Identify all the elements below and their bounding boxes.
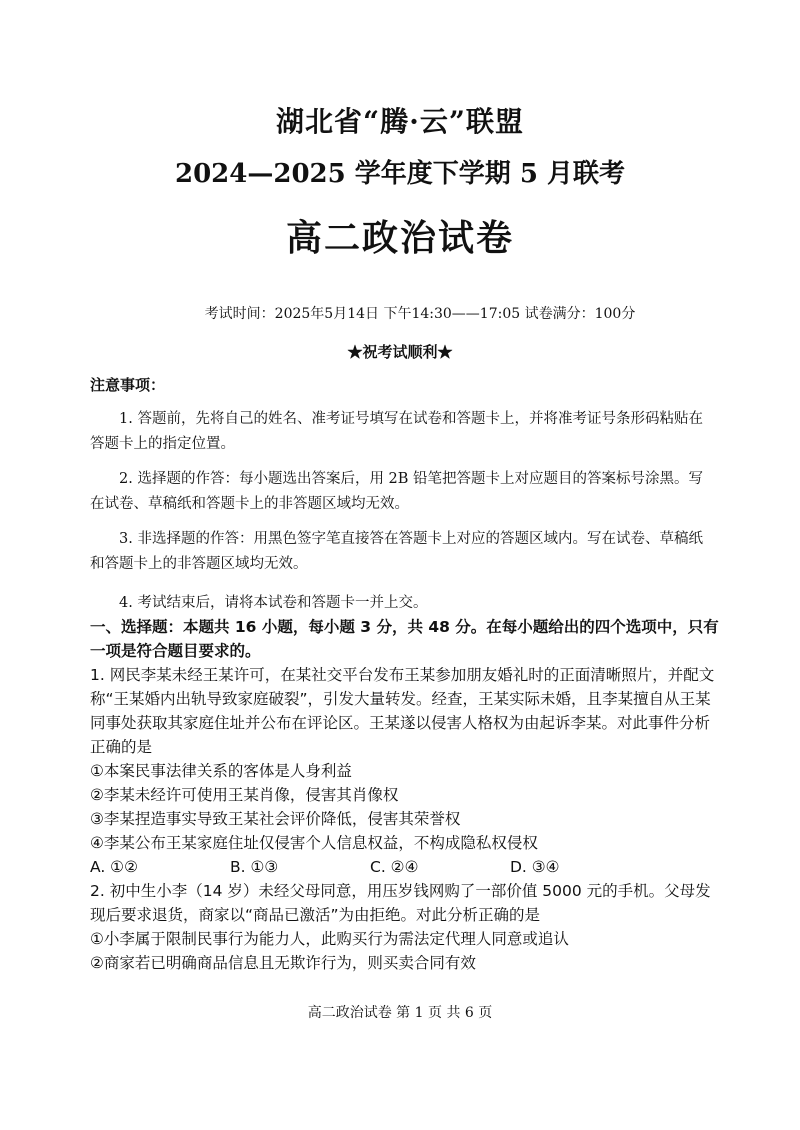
page-footer: 高二政治试卷 第 1 页 共 6 页 (307, 1005, 493, 1021)
section-heading: 一、选择题：本题共 16 小题，每小题 3 分，共 48 分。在每小题给出的四个选项中，只有一项是符合题目要求的。 (90, 618, 719, 660)
question-1-statement: ①本案民事法律关系的客体是人身利益 (90, 762, 352, 780)
option-b: B. ①③ (230, 858, 279, 876)
good-luck-banner: ★祝考试顺利★ (347, 343, 453, 361)
question-1-options (90, 855, 650, 879)
notes-heading: 注意事项： (90, 376, 166, 394)
question-1-statement: ③李某捏造事实导致王某社会评价降低，侵害其荣誉权 (90, 810, 461, 828)
question-1-statement: ②李某未经许可使用王某肖像，侵害其肖像权 (90, 786, 399, 804)
question-2-statement: ①小李属于限制民事行为能力人，此购买行为需法定代理人同意或追认 (90, 930, 569, 948)
question-2-statement: ②商家若已明确商品信息且无欺诈行为，则买卖合同有效 (90, 954, 476, 972)
question-area (90, 615, 720, 975)
notes-list (90, 467, 710, 517)
notes-list (90, 407, 710, 457)
note-item: 2. 选择题的作答：每小题选出答案后，用 2B 铅笔把答题卡上对应题目的答案标号涂黑。写在试卷、草稿纸和答题卡上的非答题区域均无效。 (90, 471, 704, 512)
exam-info: 考试时间：2025年5月14日 下午14:30——17:05 试卷满分：100分 (204, 306, 636, 322)
exam-term: 2024—2025 学年度下学期 5 月联考 (175, 159, 625, 189)
question-1-stem: 1. 网民李某未经王某许可，在某社交平台发布王某参加朋友婚礼时的正面清晰照片，并配文称“王某婚内出轨导致家庭破裂”，引发大量转发。经查，王某实际未婚，且李某擅自从王某同事处获取其家庭住址并公布在评论区。王某遂以侵害人格权为由起诉李某。对此事件分析正确的是 (90, 666, 715, 756)
notes-list (90, 527, 710, 577)
note-item: 4. 考试结束后，请将本试卷和答题卡一并上交。 (119, 595, 428, 611)
note-item: 3. 非选择题的作答：用黑色签字笔直接答在答题卡上对应的答题区域内。写在试卷、草稿纸和答题卡上的非答题区域均无效。 (90, 531, 703, 572)
question-2-stem: 2. 初中生小李（14 岁）未经父母同意，用压岁钱网购了一部价值 5000 元的手机。父母发现后要求退货，商家以“商品已激活”为由拒绝。对此分析正确的是 (90, 882, 711, 924)
option-a: A. ①② (90, 858, 138, 876)
paper-title: 高二政治试卷 (285, 217, 514, 259)
option-c: C. ②④ (370, 858, 419, 876)
option-d: D. ③④ (510, 858, 560, 876)
alliance-title: 湖北省“腾·云”联盟 (276, 105, 524, 138)
note-item: 1. 答题前，先将自己的姓名、准考证号填写在试卷和答题卡上，并将准考证号条形码粘贴在答题卡上的指定位置。 (90, 411, 703, 452)
notes-list (90, 591, 710, 616)
question-1-statement: ④李某公布王某家庭住址仅侵害个人信息权益，不构成隐私权侵权 (90, 834, 538, 852)
